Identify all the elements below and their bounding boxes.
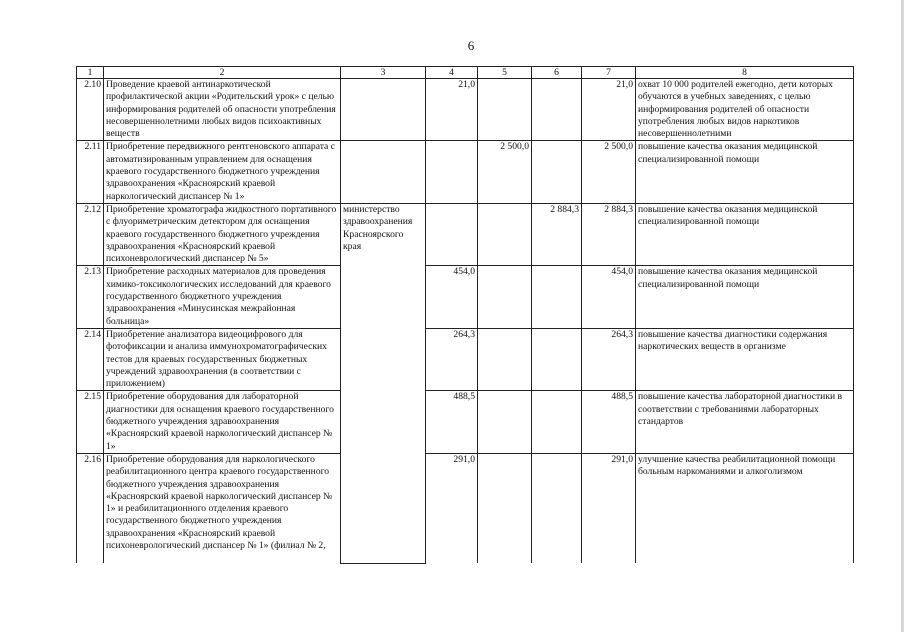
column-index-row — [77, 67, 854, 79]
expected-result: повышение качества оказания медицинской специализированной помощи — [636, 266, 854, 328]
amount-total: 291,0 — [582, 453, 636, 563]
activity-name: Проведение краевой антинаркотической профилактической акции «Родительский урок» с целью информирования родителей об опасности употребления несовершеннолетними любых видов психоактивных веществ — [104, 79, 341, 141]
amount-col4: 21,0 — [426, 79, 478, 141]
expected-result: повышение качества диагностики содержания наркотических веществ в организме — [636, 328, 854, 390]
expected-result: повышение качества лабораторной диагностики в соответствии с требованиями лабораторных стандартов — [636, 391, 854, 453]
table-row — [77, 391, 854, 453]
column-index: 8 — [636, 67, 854, 79]
activity-name: Приобретение передвижного рентгеновского аппарата с автоматизированным управлением для оснащения краевого государственного бюджетного учреждения здравоохранения «Красноярский краевой наркологический диспансер № 1» — [104, 141, 341, 203]
amount-col6 — [532, 453, 582, 563]
column-index: 7 — [582, 67, 636, 79]
column-index: 6 — [532, 67, 582, 79]
row-number: 2.11 — [77, 141, 104, 203]
amount-col6 — [532, 79, 582, 141]
amount-col6 — [532, 391, 582, 453]
amount-col4: 488,5 — [426, 391, 478, 453]
amount-col4 — [426, 141, 478, 203]
amount-col5 — [478, 79, 532, 141]
activity-name: Приобретение оборудования для наркологического реабилитационного центра краевого государственного бюджетного учреждения здравоохранения «Красноярский краевой наркологический диспансер № 1» и реабилитационного отделения краевого государственного бюджетного учреждения здравоохранения «Красноярский краевой психоневрологический диспансер № 1» (филиал № 2, — [104, 453, 341, 563]
program-activities-table — [76, 66, 854, 564]
amount-col4: 291,0 — [426, 453, 478, 563]
table-row — [77, 266, 854, 328]
column-index: 3 — [341, 67, 426, 79]
row-number: 2.14 — [77, 328, 104, 390]
column-index: 1 — [77, 67, 104, 79]
amount-total: 2 500,0 — [582, 141, 636, 203]
row-number: 2.12 — [77, 203, 104, 265]
amount-total: 264,3 — [582, 328, 636, 390]
page-number: 6 — [467, 38, 475, 53]
column-index: 2 — [104, 67, 341, 79]
activity-name: Приобретение расходных материалов для проведения химико-токсикологических исследований для краевого государственного бюджетного учреждения здравоохранения «Минусинская межрайонная больница» — [104, 266, 341, 328]
expected-result: улучшение качества реабилитационной помощи больным наркоманиями и алкоголизмом — [636, 453, 854, 563]
amount-col4 — [426, 203, 478, 265]
amount-col5: 2 500,0 — [478, 141, 532, 203]
activity-name: Приобретение оборудования для лабораторной диагностики для оснащения краевого государственного бюджетного учреждения здравоохранения «Красноярский краевой наркологический диспансер № 1» — [104, 391, 341, 453]
table-row — [77, 141, 854, 203]
amount-col5 — [478, 203, 532, 265]
row-number: 2.10 — [77, 79, 104, 141]
amount-col4: 264,3 — [426, 328, 478, 390]
table-row — [77, 203, 854, 265]
amount-col4: 454,0 — [426, 266, 478, 328]
activity-name: Приобретение хроматографа жидкостного портативного с флуориметрическим детектором для оснащения краевого государственного бюджетного учреждения здравоохранения «Красноярский краевой психоневрологический диспансер № 5» — [104, 203, 341, 265]
amount-col6: 2 884,3 — [532, 203, 582, 265]
amount-col5 — [478, 328, 532, 390]
responsible-cell — [341, 79, 426, 141]
amount-total: 21,0 — [582, 79, 636, 141]
row-number: 2.15 — [77, 391, 104, 453]
expected-result: повышение качества оказания медицинской специализированной помощи — [636, 203, 854, 265]
column-index: 5 — [478, 67, 532, 79]
column-index: 4 — [426, 67, 478, 79]
amount-col5 — [478, 266, 532, 328]
amount-total: 454,0 — [582, 266, 636, 328]
amount-col6 — [532, 141, 582, 203]
row-number: 2.13 — [77, 266, 104, 328]
table-row — [77, 328, 854, 390]
row-number: 2.16 — [77, 453, 104, 563]
amount-col5 — [478, 391, 532, 453]
amount-total: 2 884,3 — [582, 203, 636, 265]
expected-result: повышение качества оказания медицинской специализированной помощи — [636, 141, 854, 203]
expected-result: охват 10 000 родителей ежегодно, дети которых обучаются в учебных заведениях, с целью информирования родителей об опасности употребления любых видов наркотиков несовершеннолетними — [636, 79, 854, 141]
responsible-cell — [341, 141, 426, 203]
table-row — [77, 453, 854, 563]
activity-name: Приобретение анализатора видеоцифрового для фотофиксации и анализа иммунохроматографических тестов для краевых государственных бюджетных учреждений здравоохранения (в соответствии с приложением) — [104, 328, 341, 390]
amount-col6 — [532, 266, 582, 328]
responsible-organization: министерство здравоохранения Красноярского края — [341, 203, 426, 563]
amount-total: 488,5 — [582, 391, 636, 453]
amount-col6 — [532, 328, 582, 390]
amount-col5 — [478, 453, 532, 563]
table-row — [77, 79, 854, 141]
